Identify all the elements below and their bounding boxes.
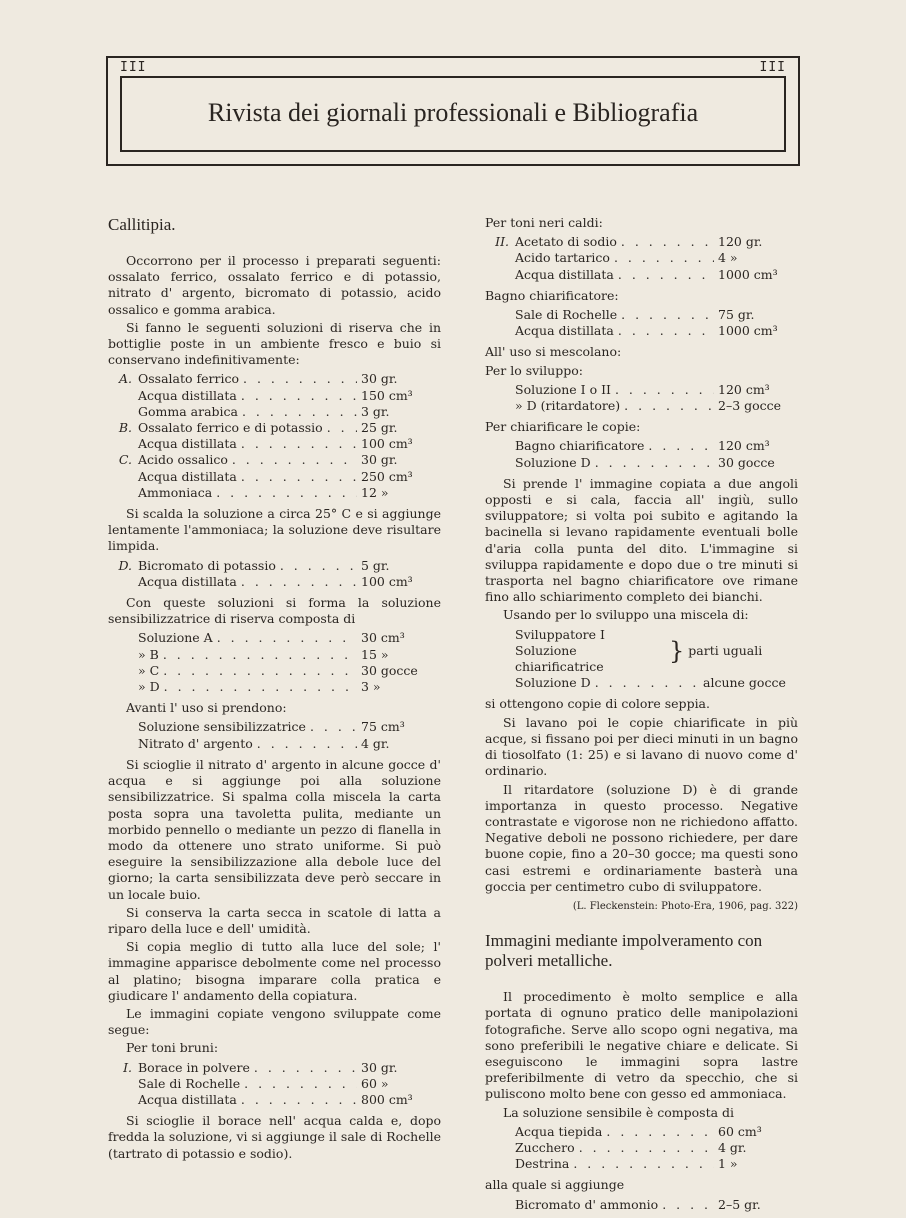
leader-dots (244, 1076, 357, 1092)
leader-dots (648, 438, 714, 454)
recipe-row (485, 382, 798, 398)
ingredient-name: Acqua tiepida (515, 1123, 603, 1139)
left-column (108, 215, 441, 1164)
leader-dots (310, 719, 357, 735)
ingredient-name: Ossalato ferrico e di potassio (138, 420, 323, 436)
paragraph: Per chiarificare le copie: (485, 419, 641, 435)
recipe-row (485, 307, 798, 323)
recipe-row (108, 679, 441, 695)
recipe-row (108, 420, 441, 436)
leader-dots (164, 679, 357, 695)
recipe-label (108, 736, 138, 752)
ingredient-qty: 15 » (361, 646, 389, 662)
recipe-table (485, 1124, 798, 1173)
ingredient-name: Sale di Rochelle (515, 307, 618, 323)
ingredient-qty: 100 cm³ (361, 573, 413, 589)
leader-dots (280, 558, 357, 574)
recipe-label: I. (123, 1059, 132, 1075)
leader-dots (254, 1060, 357, 1076)
leader-dots (241, 436, 357, 452)
recipe-label (108, 436, 138, 452)
ingredient-qty: 120 cm³ (718, 381, 770, 397)
leader-dots (241, 388, 357, 404)
mix-item: Soluzione D (515, 675, 591, 691)
ingredient-name: Acqua distillata (515, 323, 614, 339)
recipe-table (108, 1060, 441, 1109)
paragraph: alla quale si aggiunge (485, 1177, 625, 1193)
recipe-row (485, 455, 798, 471)
leader-dots (595, 455, 714, 471)
recipe-row (485, 1124, 798, 1140)
mix-item: Soluzione chiarificatrice (515, 642, 604, 675)
ingredient-name: Soluzione A (138, 630, 213, 646)
leader-dots (242, 404, 357, 420)
paragraph: Con queste soluzioni si forma la soluzione sensibilizzatrice di riserva composta di (108, 595, 441, 627)
recipe-row (108, 452, 441, 468)
recipe-label (485, 438, 515, 454)
section-heading-callitipia: Callitipia. (108, 215, 176, 234)
recipe-row (108, 1076, 441, 1092)
ingredient-qty: 30 gr. (361, 1059, 398, 1075)
paragraph: Si conserva la carta secca in scatole di latta a riparo della luce e dell' umidità. (108, 904, 441, 936)
recipe-row (108, 469, 441, 485)
leader-dots (573, 1156, 714, 1172)
leader-dots (217, 630, 357, 646)
recipe-label (108, 663, 138, 679)
ingredient-qty: 4 gr. (718, 1139, 747, 1155)
recipe-label (108, 404, 138, 420)
ingredient-name: Nitrato d' argento (138, 735, 253, 751)
leader-dots (624, 398, 714, 414)
recipe-label (108, 679, 138, 695)
ingredient-qty: 30 gr. (361, 371, 398, 387)
ingredient-qty: 12 » (361, 484, 389, 500)
page-title: Rivista dei giornali professionali e Bibliografia (207, 98, 699, 127)
leader-dots (232, 452, 357, 468)
recipe-label (108, 647, 138, 663)
ingredient-name: Soluzione sensibilizzatrice (138, 719, 306, 735)
paragraph: Per lo sviluppo: (485, 362, 583, 378)
recipe-row (485, 1156, 798, 1172)
mix-qty: alcune gocce (703, 675, 786, 691)
ingredient-name: Ossalato ferrico (138, 371, 240, 387)
recipe-label: A. (118, 371, 132, 387)
header-inner-frame (120, 76, 786, 152)
recipe-label (485, 250, 515, 266)
recipe-table (485, 307, 798, 339)
recipe-label (485, 398, 515, 414)
ingredient-name: Bicromato di potassio (138, 557, 276, 573)
recipe-row (108, 1092, 441, 1108)
leader-dots (606, 1124, 714, 1140)
ingredient-name: Acqua distillata (138, 436, 237, 452)
recipe-label (108, 630, 138, 646)
recipe-label (108, 574, 138, 590)
ingredient-qty: 150 cm³ (361, 387, 413, 403)
recipe-label (485, 1197, 515, 1213)
recipe-label (485, 455, 515, 471)
ingredient-qty: 120 cm³ (718, 438, 770, 454)
section-heading-immagini: Immagini mediante impolveramento con polveri metalliche. (485, 931, 763, 971)
ingredient-name: Soluzione D (515, 454, 591, 470)
leader-dots (327, 420, 357, 436)
ingredient-qty: 30 cm³ (361, 630, 405, 646)
header-tick-left: III (120, 60, 147, 75)
recipe-label (485, 1124, 515, 1140)
recipe-row (485, 438, 798, 454)
recipe-row (108, 1060, 441, 1076)
ingredient-name: » D (138, 679, 160, 695)
ingredient-name: Acqua distillata (138, 1091, 237, 1107)
recipe-row (108, 436, 441, 452)
paragraph: Si copia meglio di tutto alla luce del sole; l' immagine apparisce debolmente come nel processo al platino; bisogna imparare colla pratica e giudicare l' andamento della copiatura. (108, 939, 441, 1003)
recipe-label (108, 388, 138, 404)
recipe-table (485, 438, 798, 470)
ingredient-qty: 4 » (718, 250, 738, 266)
ingredient-qty: 30 gr. (361, 452, 398, 468)
recipe-label: B. (118, 420, 132, 436)
recipe-row (108, 388, 441, 404)
recipe-label: D. (118, 557, 132, 573)
paragraph: Avanti l' uso si prendono: (126, 700, 287, 716)
leader-dots (257, 736, 357, 752)
paragraph: Usando per lo sviluppo una miscela di: (503, 607, 749, 623)
ingredient-name: Acqua distillata (138, 468, 237, 484)
ingredient-qty: 3 » (361, 679, 381, 695)
ingredient-qty: 5 gr. (361, 557, 390, 573)
recipe-row (485, 250, 798, 266)
mix-brace-label: parti uguali (688, 642, 763, 658)
ingredient-qty: 100 cm³ (361, 436, 413, 452)
header-tick-right: III (759, 60, 786, 75)
recipe-table (108, 558, 441, 590)
recipe-table (108, 630, 441, 695)
right-column (485, 215, 798, 1218)
recipe-label (485, 323, 515, 339)
leader-dots (618, 323, 714, 339)
recipe-row (108, 485, 441, 501)
ingredient-name: Bicromato d' ammonio (515, 1196, 659, 1212)
paragraph: Per toni bruni: (126, 1040, 219, 1056)
ingredient-qty: 60 » (361, 1075, 389, 1091)
ingredient-qty: 60 cm³ (718, 1123, 762, 1139)
recipe-table (485, 1197, 798, 1213)
ingredient-name: Destrina (515, 1156, 570, 1172)
recipe-label (108, 469, 138, 485)
recipe-row (485, 1140, 798, 1156)
ingredient-qty: 3 gr. (361, 403, 390, 419)
recipe-label (485, 307, 515, 323)
paragraph: Si scioglie il borace nell' acqua calda e, dopo fredda la soluzione, vi si aggiunge il sale di Rochelle (tartrato di potassio e sodio). (108, 1113, 441, 1161)
recipe-table (108, 719, 441, 751)
paragraph: Bagno chiarificatore: (485, 287, 619, 303)
ingredient-qty: 800 cm³ (361, 1091, 413, 1107)
recipe-row (108, 663, 441, 679)
ingredient-name: Gomma arabica (138, 403, 238, 419)
mixture-block (485, 627, 798, 692)
ingredient-name: Ammoniaca (138, 484, 213, 500)
ingredient-qty: 1000 cm³ (718, 323, 778, 339)
ingredient-name: Acido tartarico (515, 250, 610, 266)
header-frame (106, 56, 800, 166)
ingredient-qty: 1000 cm³ (718, 266, 778, 282)
paragraph: Si lavano poi le copie chiarificate in più acque, si fissano poi per dieci minuti in un bagno di tiosolfato (1: 25) e si lavano di nuovo come d' ordinario. (485, 714, 798, 779)
recipe-row (485, 323, 798, 339)
ingredient-name: » B (138, 646, 159, 662)
paragraph: Si scalda la soluzione a circa 25° C e si aggiunge lentamente l'ammoniaca; la soluzione deve risultare limpida. (108, 506, 441, 554)
leader-dots (621, 307, 714, 323)
leader-dots (621, 234, 714, 250)
leader-dots (241, 1092, 357, 1108)
recipe-row (108, 719, 441, 735)
recipe-row (485, 1197, 798, 1213)
paragraph: Occorrono per il processo i preparati seguenti: ossalato ferrico, ossalato ferrico e di potassio, nitrato d' argento, bicromato di potassio, acido ossalico e gomma arabica. (108, 253, 441, 317)
leader-dots (614, 250, 714, 266)
paragraph: La soluzione sensibile è composta di (503, 1104, 735, 1120)
paragraph: All' uso si mescolano: (485, 344, 622, 360)
recipe-label (108, 719, 138, 735)
leader-dots (241, 574, 357, 590)
recipe-row (108, 630, 441, 646)
ingredient-name: » D (ritardatore) (515, 398, 621, 414)
leader-dots (615, 382, 714, 398)
ingredient-qty: 2–5 gr. (718, 1196, 761, 1212)
brace-glyph: } (669, 636, 685, 665)
paragraph: si ottengono copie di colore seppia. (485, 696, 710, 712)
recipe-row (108, 574, 441, 590)
recipe-label (485, 382, 515, 398)
leader-dots (662, 1197, 714, 1213)
citation: (L. Fleckenstein: Photo-Era, 1906, pag. 322) (572, 900, 798, 912)
leader-dots (579, 1140, 714, 1156)
paragraph: Per toni neri caldi: (485, 215, 603, 230)
ingredient-qty: 250 cm³ (361, 468, 413, 484)
ingredient-qty: 30 gocce (718, 454, 775, 470)
recipe-label (108, 1092, 138, 1108)
leader-dots (595, 675, 699, 691)
ingredient-name: Acido ossalico (138, 452, 228, 468)
recipe-label: II. (495, 234, 509, 250)
recipe-label (108, 485, 138, 501)
ingredient-name: Borace in polvere (138, 1059, 250, 1075)
recipe-row (108, 371, 441, 387)
recipe-row (485, 267, 798, 283)
ingredient-name: Sale di Rochelle (138, 1075, 241, 1091)
ingredient-qty: 75 cm³ (361, 719, 405, 735)
leader-dots (241, 469, 357, 485)
recipe-table (485, 382, 798, 414)
recipe-row (108, 558, 441, 574)
ingredient-name: Acetato di sodio (515, 234, 617, 250)
ingredient-name: Zucchero (515, 1139, 575, 1155)
recipe-row (108, 647, 441, 663)
leader-dots (216, 485, 357, 501)
paragraph: Il procedimento è molto semplice e alla portata di ognuno pratico delle manipolazioni fotografiche. Serve allo scopo ogni negativa, ma sono preferibili le negative chiare e delicate. Si eseguiscono le immagini sopra lastre preferibilmente di vetro da specchio, che si puliscono molto bene con gesso ed ammoniaca. (485, 989, 798, 1102)
leader-dots (163, 663, 357, 679)
ingredient-name: Acqua distillata (138, 387, 237, 403)
paragraph: Si prende l' immagine copiata a due angoli opposti e si cala, faccia all' ingiù, sullo sviluppatore; si volta poi subito e agitando la bacinella si levano rapidamente eventuali bolle d'aria colla punta del dito. L'immagine si sviluppa rapidamente e dopo due o tre minuti si trasporta nel bagno chiarificatore ove rimane fino allo schiarimento completo dei bianchi. (485, 475, 798, 605)
leader-dots (243, 371, 357, 387)
ingredient-qty: 2–3 gocce (718, 398, 782, 414)
ingredient-qty: 1 » (718, 1156, 738, 1172)
recipe-table (485, 234, 798, 283)
recipe-label (108, 1076, 138, 1092)
ingredient-name: Soluzione I o II (515, 381, 611, 397)
recipe-row (485, 234, 798, 250)
ingredient-qty: 120 gr. (718, 234, 763, 250)
paragraph: Si fanno le seguenti soluzioni di riserva che in bottiglie poste in un ambiente fresco e buio si conservano indefinitivamente: (108, 319, 441, 368)
paragraph: Il ritardatore (soluzione D) è di grande importanza in questo processo. Negative contrastate e vigorose non ne richiedono affatto. Negative deboli ne possono richiedere, per dare buone copie, fino a 20–30 gocce; ma questi sono casi estremi e ordinariamente basterà una goccia per centimetro cubo di sviluppatore. (485, 781, 798, 894)
ingredient-name: Acqua distillata (138, 573, 237, 589)
leader-dots (618, 267, 714, 283)
mix-item: Sviluppatore I (515, 626, 605, 642)
recipe-label (485, 1140, 515, 1156)
ingredient-name: Bagno chiarificatore (515, 438, 645, 454)
recipe-row (108, 404, 441, 420)
ingredient-name: Acqua distillata (515, 266, 614, 282)
recipe-row (485, 398, 798, 414)
paragraph: Le immagini copiate vengono sviluppate come segue: (108, 1005, 441, 1038)
recipe-label: C. (118, 452, 132, 468)
recipe-label (485, 1156, 515, 1172)
leader-dots (163, 647, 357, 663)
recipe-table (108, 371, 441, 501)
ingredient-name: » C (138, 662, 160, 678)
ingredient-qty: 30 gocce (361, 662, 418, 678)
recipe-row (108, 736, 441, 752)
ingredient-qty: 75 gr. (718, 307, 755, 323)
ingredient-qty: 4 gr. (361, 735, 390, 751)
paragraph: Si scioglie il nitrato d' argento in alcune gocce d' acqua e si aggiunge poi alla soluzione sensibilizzatrice. Si spalma colla miscela la carta posta sopra una tavoletta pulita, mediante un morbido pennello o mediante un pezzo di flanella in modo da ottenere uno strato uniforme. Si può eseguire la sensibilizzazione alla debole luce del giorno; la carta sensibilizzata deve però seccare in un locale buio. (108, 756, 441, 902)
recipe-label (485, 267, 515, 283)
ingredient-qty: 25 gr. (361, 420, 398, 436)
